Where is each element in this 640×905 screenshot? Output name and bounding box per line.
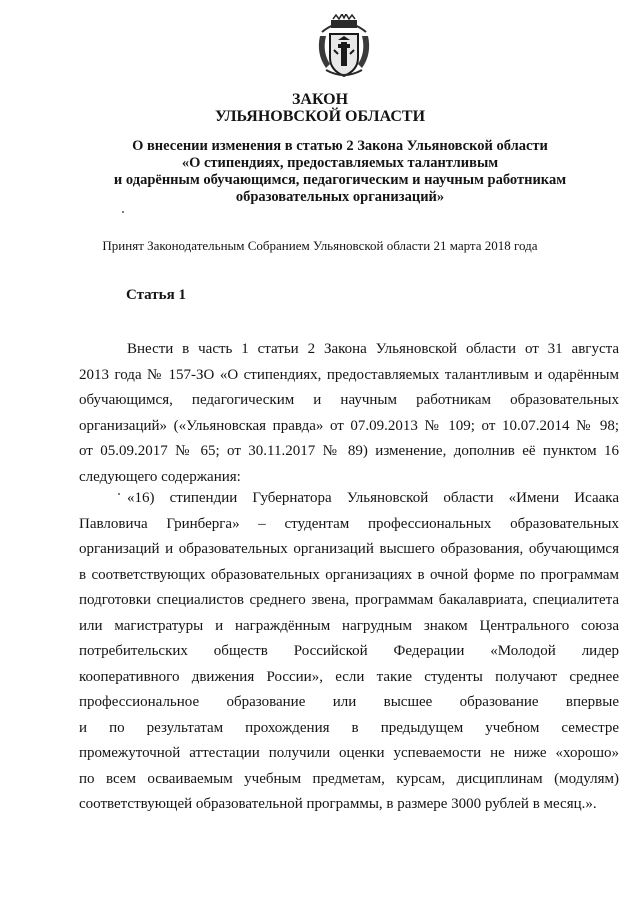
subtitle-line: «О стипендиях, предоставляемых талантливым — [181, 155, 499, 171]
article-paragraph-2 — [79, 486, 619, 818]
subtitle-line: О внесении изменения в статью 2 Закона Ульяновской области — [132, 138, 548, 154]
paragraph-line: Внести в часть 1 статьи 2 Закона Ульяновской области от 31 августа — [127, 341, 619, 357]
paragraph-line: следующего содержания: — [79, 468, 241, 485]
article-heading: Статья 1 — [126, 287, 186, 303]
paragraph-line: в соответствующих образовательных организациях в очной форме по программам — [79, 566, 619, 583]
paragraph-line: Павловича Гринберга» – студентам профессиональных образовательных — [79, 515, 619, 532]
paragraph-line: от 05.09.2017 № 65; от 30.11.2017 № 89) изменение, дополнив её пунктом 16 — [79, 443, 619, 459]
scan-speck — [122, 211, 124, 213]
article-paragraph-1 — [79, 337, 619, 490]
paragraph-line: организаций» («Ульяновская правда» от 07.09.2013 № 109; от 10.07.2014 № 98; — [79, 417, 619, 434]
paragraph-line: кооперативного движения России», если такие студенты получают среднее — [79, 668, 619, 685]
subtitle-line: и одарённым обучающимся, педагогическим и научным работникам — [113, 172, 567, 188]
law-subtitle — [60, 138, 620, 206]
law-title: ЗАКОН — [291, 91, 349, 108]
paragraph-line: профессиональное образование или высшее образование впервые — [79, 694, 619, 710]
paragraph-line: соответствующей образовательной программы, в размере 3000 рублей в месяц.». — [79, 796, 597, 812]
paragraph-line: организаций и образовательных организаций высшего образования, обучающимся — [79, 541, 619, 557]
coat-of-arms-icon — [316, 14, 372, 80]
adoption-note: Принят Законодательным Собранием Ульяновской области 21 марта 2018 года — [102, 238, 538, 253]
paragraph-line: промежуточной аттестации получили оценки успеваемости не ниже «хорошо» — [79, 745, 619, 761]
paragraph-line: по всем осваиваемым учебным предметам, курсам, дисциплинам (модулям) — [79, 770, 619, 787]
paragraph-line: потребительских обществ Российской Федерации «Молодой лидер — [79, 643, 619, 659]
law-region: УЛЬЯНОВСКОЙ ОБЛАСТИ — [214, 108, 426, 125]
paragraph-line: «16) стипендии Губернатора Ульяновской области «Имени Исаака — [127, 490, 619, 506]
paragraph-line: и по результатам прохождения в предыдущем учебном семестре — [79, 719, 619, 736]
paragraph-line: подготовки специалистов среднего звена, программам бакалавриата, специалитета — [79, 592, 619, 608]
subtitle-line: образовательных организаций» — [235, 189, 445, 205]
paragraph-line: обучающимся, педагогическим и научным работникам образовательных — [79, 392, 619, 408]
paragraph-line: 2013 года № 157-ЗО «О стипендиях, предоставляемых талантливым и одарённым — [79, 366, 619, 383]
paragraph-line: или магистратуры и награждённым нагрудным знаком Центрального союза — [79, 617, 619, 634]
